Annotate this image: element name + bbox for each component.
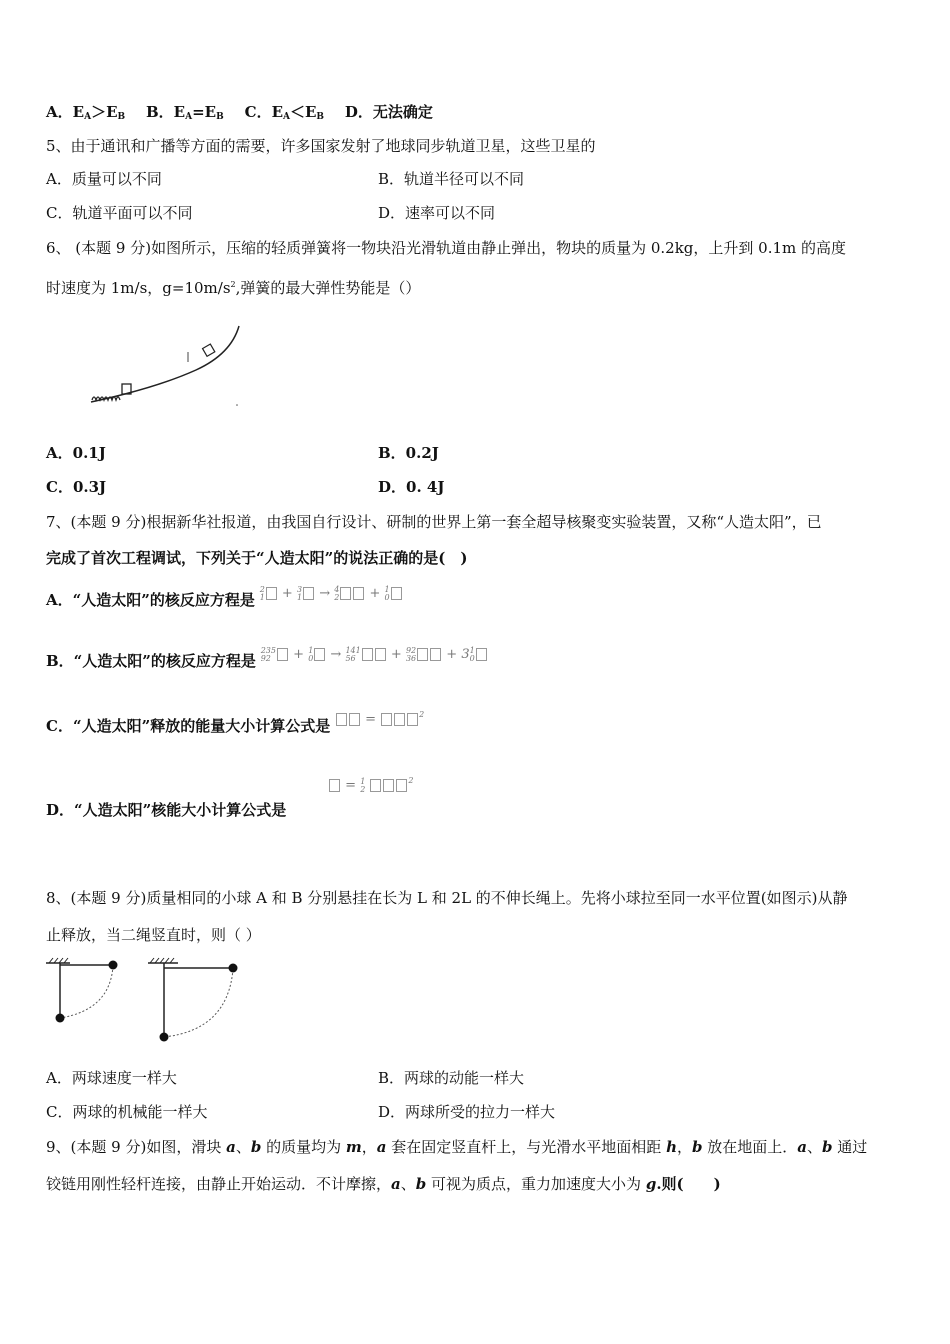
q4-option-b[interactable]: B．$E_A=E_B$ [146, 103, 224, 122]
q7-option-b[interactable]: B．“人造太阳”的核反应方程是 235 92 + 1 0 → 141 56 + 92 36 + 31 0 [46, 651, 488, 673]
ball-a-top [109, 961, 118, 970]
q5-option-b[interactable]: B．轨道半径可以不同 [378, 170, 525, 188]
q5-option-c[interactable]: C．轨道平面可以不同 [46, 204, 193, 222]
q5-stem: 5、由于通讯和广播等方面的需要，许多国家发射了地球同步轨道卫星，这些卫星的 [46, 137, 596, 155]
q5-option-a[interactable]: A．质量可以不同 [46, 170, 162, 188]
q7-equation-c: = $^2$ [335, 705, 424, 730]
q8-option-d[interactable]: D．两球所受的拉力一样大 [378, 1103, 556, 1121]
q4-option-a[interactable]: A．$E_A>E_B$ [46, 103, 126, 122]
q7-option-a[interactable]: A．“人造太阳”的核反应方程是 2 1 + 3 1 → 4 2 + 1 0 [46, 590, 403, 612]
q9-stem-line2: 铰链用刚性轻杆连接，由静止开始运动．不计摩擦，a、b 可视为质点，重力加速度大小为 g.则( ) [46, 1175, 721, 1193]
q7-equation-b: 235 92 + 1 0 → 141 56 + 92 36 + 31 0 [261, 645, 488, 665]
arc-b [164, 969, 233, 1037]
q4-option-d[interactable]: D．无法确定 [344, 103, 433, 121]
q6-stem-line2: 时速度为 1m/s，$g=10m/s^2$,弹簧的最大弹性势能是（） [46, 279, 421, 297]
q8-option-a[interactable]: A．两球速度一样大 [46, 1069, 177, 1087]
track-curve [91, 326, 239, 402]
ball-b-bottom [160, 1033, 169, 1042]
q7-option-c[interactable]: C．“人造太阳”释放的能量大小计算公式是 = $^2$ [46, 713, 424, 738]
q6-option-a[interactable]: A．0.1J [46, 444, 106, 462]
q8-stem-line1: 8、(本题 9 分)质量相同的小球 A 和 B 分别悬挂在长为 L 和 2L 的不伸长绳上。先将小球拉至同一水平位置(如图示)从静 [46, 889, 848, 907]
q4-option-c[interactable]: C．$E_A<E_B$ [244, 103, 325, 122]
q6-spring-track-figure [86, 318, 251, 413]
arc-a [60, 966, 113, 1018]
q6-option-b[interactable]: B．0.2J [378, 444, 439, 462]
q7-stem-line2: 完成了首次工程调试，下列关于“人造太阳”的说法正确的是( ) [46, 549, 468, 567]
q8-stem-line2: 止释放，当二绳竖直时，则（ ） [46, 926, 261, 944]
ball-b-top [229, 964, 238, 973]
q5-option-d[interactable]: D．速率可以不同 [378, 204, 496, 222]
q6-option-d[interactable]: D．0. 4J [378, 478, 445, 496]
q7-equation-d: = 1 2 $^2$ [328, 776, 414, 794]
top-block [203, 344, 215, 356]
q8-option-b[interactable]: B．两球的动能一样大 [378, 1069, 525, 1087]
q8-option-c[interactable]: C．两球的机械能一样大 [46, 1103, 208, 1121]
ball-a-bottom [56, 1014, 65, 1023]
q6-stem-line1: 6、 (本题 9 分)如图所示，压缩的轻质弹簧将一物块沿光滑轨道由静止弹出，物块的质量为 0.2kg，上升到 0.1m 的高度 [46, 239, 847, 257]
q7-equation-a: 2 1 + 3 1 → 4 2 + 1 0 [260, 584, 403, 604]
q9-stem-line1: 9、(本题 9 分)如图，滑块 a、b 的质量均为 m，a 套在固定竖直杆上，与光滑水平地面相距 h，b 放在地面上．a、b 通过 [46, 1138, 868, 1156]
q6-option-c[interactable]: C．0.3J [46, 478, 107, 496]
q8-pendulum-figure [40, 952, 250, 1047]
q4-options [46, 102, 433, 127]
q7-stem-line1: 7、(本题 9 分)根据新华社报道，由我国自行设计、研制的世界上第一套全超导核聚变实验装置，又称“人造太阳”，已 [46, 513, 822, 531]
q7-option-d[interactable]: D．“人造太阳”核能大小计算公式是 [46, 801, 287, 819]
